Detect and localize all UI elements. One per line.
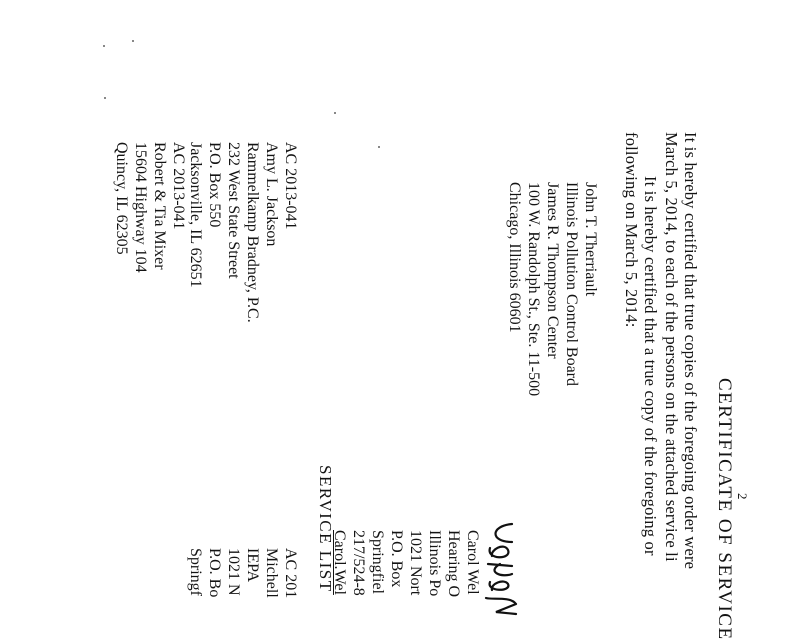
handwritten-signature bbox=[482, 520, 522, 618]
scan-speck bbox=[334, 112, 336, 114]
signature-block: Carol Wel Hearing O Illinois Po 1021 Nort P.O. Box Springfiel 217/524-8 Carol.Wel bbox=[331, 530, 481, 598]
scan-speck bbox=[378, 146, 380, 148]
page-number: 2 bbox=[735, 493, 750, 500]
service-entry-mixer: AC 2013-041 Robert & Tia Mixer 15604 Highway 104 Quincy, IL 62305 bbox=[113, 142, 187, 273]
service-entry-jackson: AC 2013-041 Amy L. Jackson Rammelkamp Bradney, P.C. 232 West State Street P.O. Box 550 Jacksonville, IL 62651 bbox=[187, 142, 299, 323]
recipient-address: John T. Therriault Illinois Pollution Control Board James R. Thompson Center 100 W. Randolph St., Ste. 11-500 Chicago, Illinois 60601 bbox=[506, 182, 599, 397]
certificate-title: CERTIFICATE OF SERVICE bbox=[714, 378, 735, 641]
service-list-title: SERVICE LIST bbox=[316, 465, 335, 593]
scan-speck bbox=[104, 97, 106, 99]
scan-speck bbox=[103, 45, 105, 47]
certification-paragraph-1: It is hereby certified that true copies of the foregoing order were March 5, 2014, to each of the persons on the attached service li bbox=[662, 132, 700, 570]
certification-paragraph-2: It is hereby certified that a true copy of the foregoing or following on March 5, 2014: bbox=[622, 132, 660, 556]
scan-speck bbox=[132, 40, 134, 42]
service-entry-iepa: AC 201 Michell IEPA 1021 N P.O. Bo Springf bbox=[187, 548, 299, 599]
